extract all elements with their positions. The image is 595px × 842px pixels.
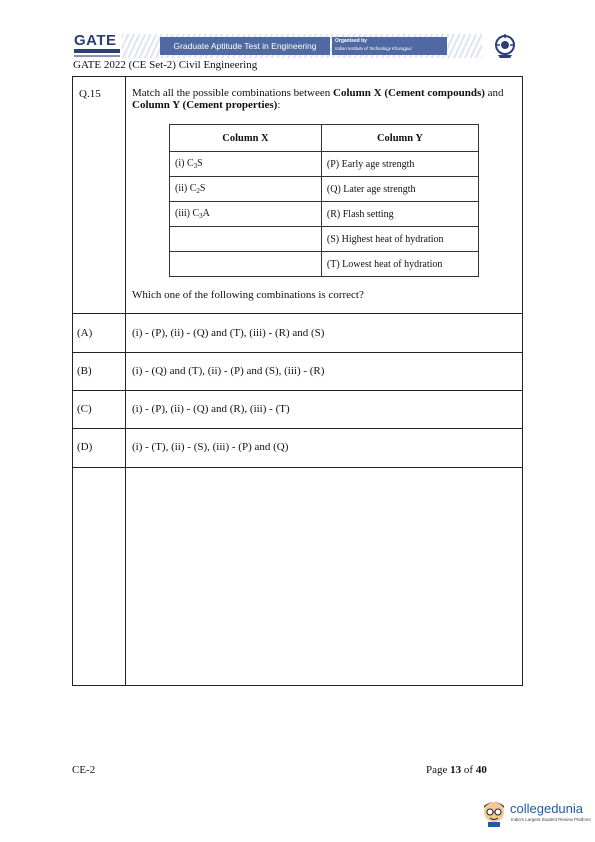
brand-name: collegedunia [510, 801, 584, 816]
mascot-icon [480, 798, 508, 828]
column-y-header: Column Y [321, 125, 478, 152]
banner-title: Graduate Aptitude Test in Engineering [160, 37, 330, 55]
paper-code: CE-2 [72, 764, 96, 776]
column-y-cell: (Q) Later age strength [321, 177, 478, 202]
organizer-box [332, 37, 447, 55]
column-x-cell [170, 252, 322, 277]
organizer-name: Indian Institute of Technology Kharagpur [335, 46, 412, 51]
table-row [170, 227, 479, 252]
option-c-label: (C) [77, 403, 92, 415]
paper-title: GATE 2022 (CE Set-2) Civil Engineering [73, 59, 258, 71]
table-row [170, 252, 479, 277]
table-row [170, 202, 479, 227]
column-y-cell: (P) Early age strength [321, 152, 478, 177]
option-d-text: (i) - (T), (ii) - (S), (iii) - (P) and (Q) [132, 441, 289, 453]
question-prompt: Which one of the following combinations is correct? [132, 289, 364, 301]
table-row [170, 177, 479, 202]
option-b-text: (i) - (Q) and (T), (ii) - (P) and (S), (iii) - (R) [132, 365, 325, 377]
collegedunia-watermark [480, 796, 590, 830]
question-text: Match all the possible combinations between Column X (Cement compounds) and Column Y (Cement properties): [132, 87, 504, 111]
column-y-cell: (S) Highest heat of hydration [321, 227, 478, 252]
option-a-text: (i) - (P), (ii) - (Q) and (T), (iii) - (R) and (S) [132, 327, 325, 339]
option-a-label: (A) [77, 327, 93, 339]
column-y-cell: (T) Lowest heat of hydration [321, 252, 478, 277]
brand-tagline: India's Largest Student Review Platform [511, 817, 591, 822]
option-c-text: (i) - (P), (ii) - (Q) and (R), (iii) - (T) [132, 403, 290, 415]
gate-logo-text: GATE [74, 32, 117, 49]
column-x-cell: (ii) $C_2S$ [170, 177, 322, 202]
question-number: Q.15 [79, 88, 101, 100]
column-x-title: Column X (Cement compounds) [333, 87, 485, 99]
option-d-label: (D) [77, 441, 93, 453]
matching-table [169, 124, 479, 277]
column-y-title: Column Y (Cement properties) [132, 99, 278, 111]
column-x-header: Column X [170, 125, 322, 152]
column-x-cell [170, 227, 322, 252]
table-row [170, 152, 479, 177]
column-y-cell: (R) Flash setting [321, 202, 478, 227]
iit-emblem-icon [493, 33, 517, 59]
column-x-cell: (iii) $C_3A$ [170, 202, 322, 227]
option-b-label: (B) [77, 365, 92, 377]
page-number: Page 13 of 40 [426, 764, 487, 776]
column-x-cell: (i) $C_3S$ [170, 152, 322, 177]
gate-logo [74, 32, 122, 60]
organizer-label: Organised by [335, 38, 367, 44]
